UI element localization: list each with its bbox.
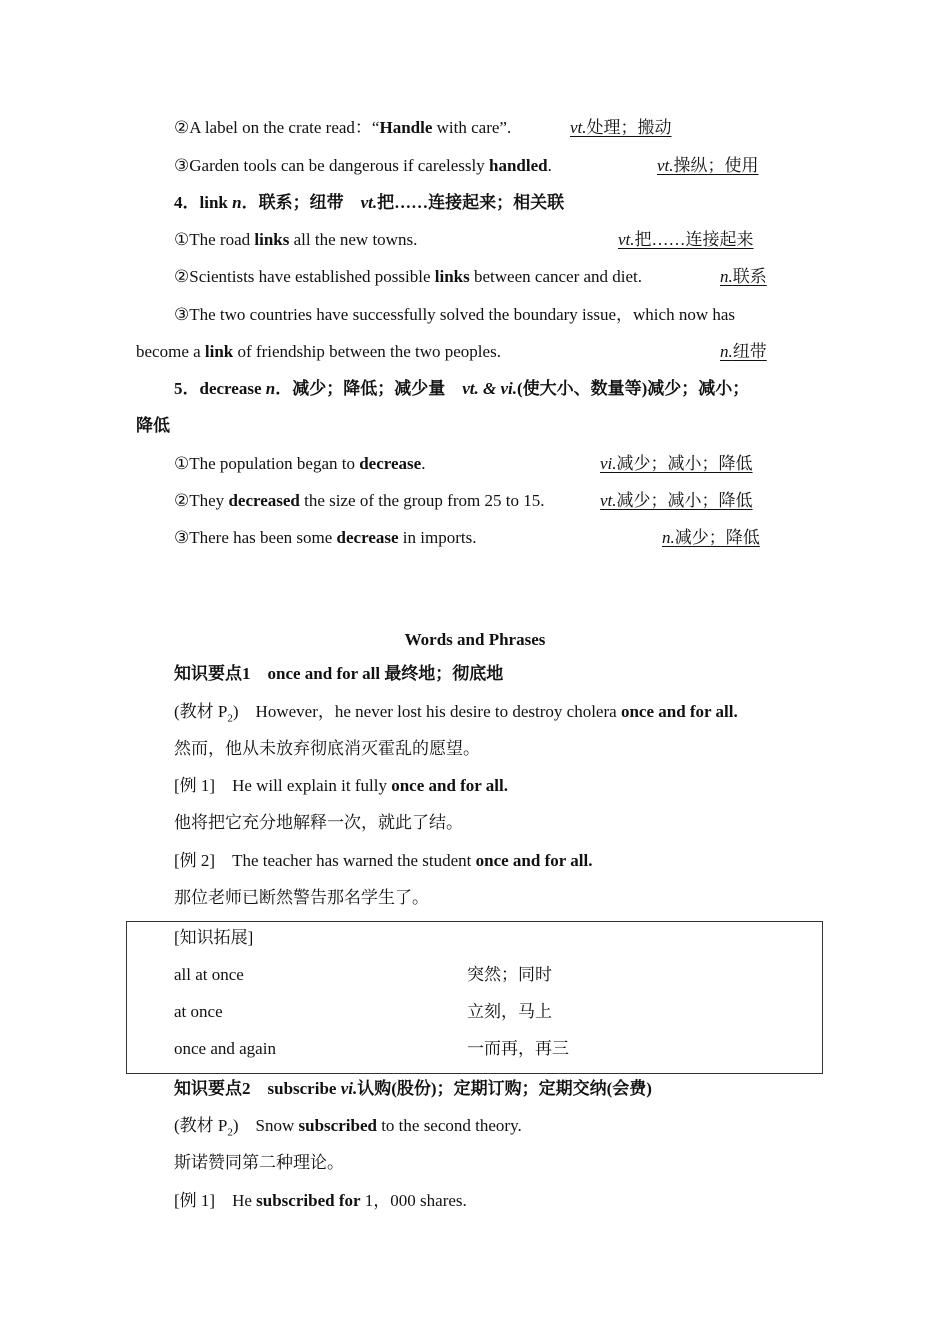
expansion-meaning: 突然；同时 xyxy=(467,965,552,984)
example-sentence: ②They decreased the size of the group from 25 to 15. xyxy=(174,491,545,510)
example-sentence: ②Scientists have established possible links between cancer and diet. xyxy=(174,267,643,286)
chinese-translation: 斯诺赞同第二种理论。 xyxy=(174,1153,344,1172)
word-heading: 4．link n．联系；纽带 vt.把……连接起来；相关联 xyxy=(174,193,565,212)
chinese-translation: 他将把它充分地解释一次，就此了结。 xyxy=(174,813,463,832)
answer-meaning: vt.把……连接起来 xyxy=(618,230,754,249)
section-heading: Words and Phrases xyxy=(404,630,546,649)
knowledge-point-title: 知识要点1 once and for all 最终地；彻底地 xyxy=(174,664,504,683)
example-sentence: ①The road links all the new towns. xyxy=(174,230,418,249)
textbook-source-sentence: (教材 $P_2$) However，he never lost his desire to destroy cholera once and for all. xyxy=(174,702,738,725)
example-sentence: ③There has been some decrease in imports. xyxy=(174,528,477,547)
chinese-translation: 然而，他从未放弃彻底消灭霍乱的愿望。 xyxy=(174,739,480,758)
chinese-translation: 那位老师已断然警告那名学生了。 xyxy=(174,888,429,907)
textbook-source-sentence: (教材 $P_2$) Snow subscribed to the second theory. xyxy=(174,1116,522,1139)
expansion-title: [知识拓展] xyxy=(174,928,254,947)
expansion-phrase: all at once xyxy=(174,965,244,984)
expansion-meaning: 立刻，马上 xyxy=(467,1002,552,1021)
answer-meaning: vt.处理；搬动 xyxy=(570,118,672,137)
example-sentence: ③The two countries have successfully solved the boundary issue，which now has xyxy=(174,305,736,324)
expansion-meaning: 一而再，再三 xyxy=(467,1039,569,1058)
answer-meaning: vt.操纵；使用 xyxy=(657,156,759,175)
example-sentence: ①The population began to decrease. xyxy=(174,454,426,473)
answer-meaning: n.减少；降低 xyxy=(662,528,760,547)
answer-meaning: vt.减少；减小；降低 xyxy=(600,491,753,510)
word-heading: 5．decrease n．减少；降低；减少量 vt. & vi.(使大小、数量等)减少；减小； xyxy=(174,379,750,398)
example-sentence: [例 2] The teacher has warned the student once and for all. xyxy=(174,851,593,870)
word-heading-continued: 降低 xyxy=(136,416,170,435)
expansion-phrase: at once xyxy=(174,1002,223,1021)
expansion-phrase: once and again xyxy=(174,1039,276,1058)
example-sentence: [例 1] He will explain it fully once and for all. xyxy=(174,776,508,795)
answer-meaning: n.纽带 xyxy=(720,342,767,361)
example-sentence-continued: become a link of friendship between the two peoples. xyxy=(136,342,501,361)
knowledge-point-title: 知识要点2 subscribe vi.认购(股份)；定期订购；定期交纳(会费) xyxy=(174,1079,652,1098)
example-sentence: ②A label on the crate read：“Handle with care”. xyxy=(174,118,512,137)
answer-meaning: vi.减少；减小；降低 xyxy=(600,454,753,473)
example-sentence: ③Garden tools can be dangerous if carelessly handled. xyxy=(174,156,552,175)
example-sentence: [例 1] He subscribed for 1，000 shares. xyxy=(174,1191,467,1210)
answer-meaning: n.联系 xyxy=(720,267,767,286)
